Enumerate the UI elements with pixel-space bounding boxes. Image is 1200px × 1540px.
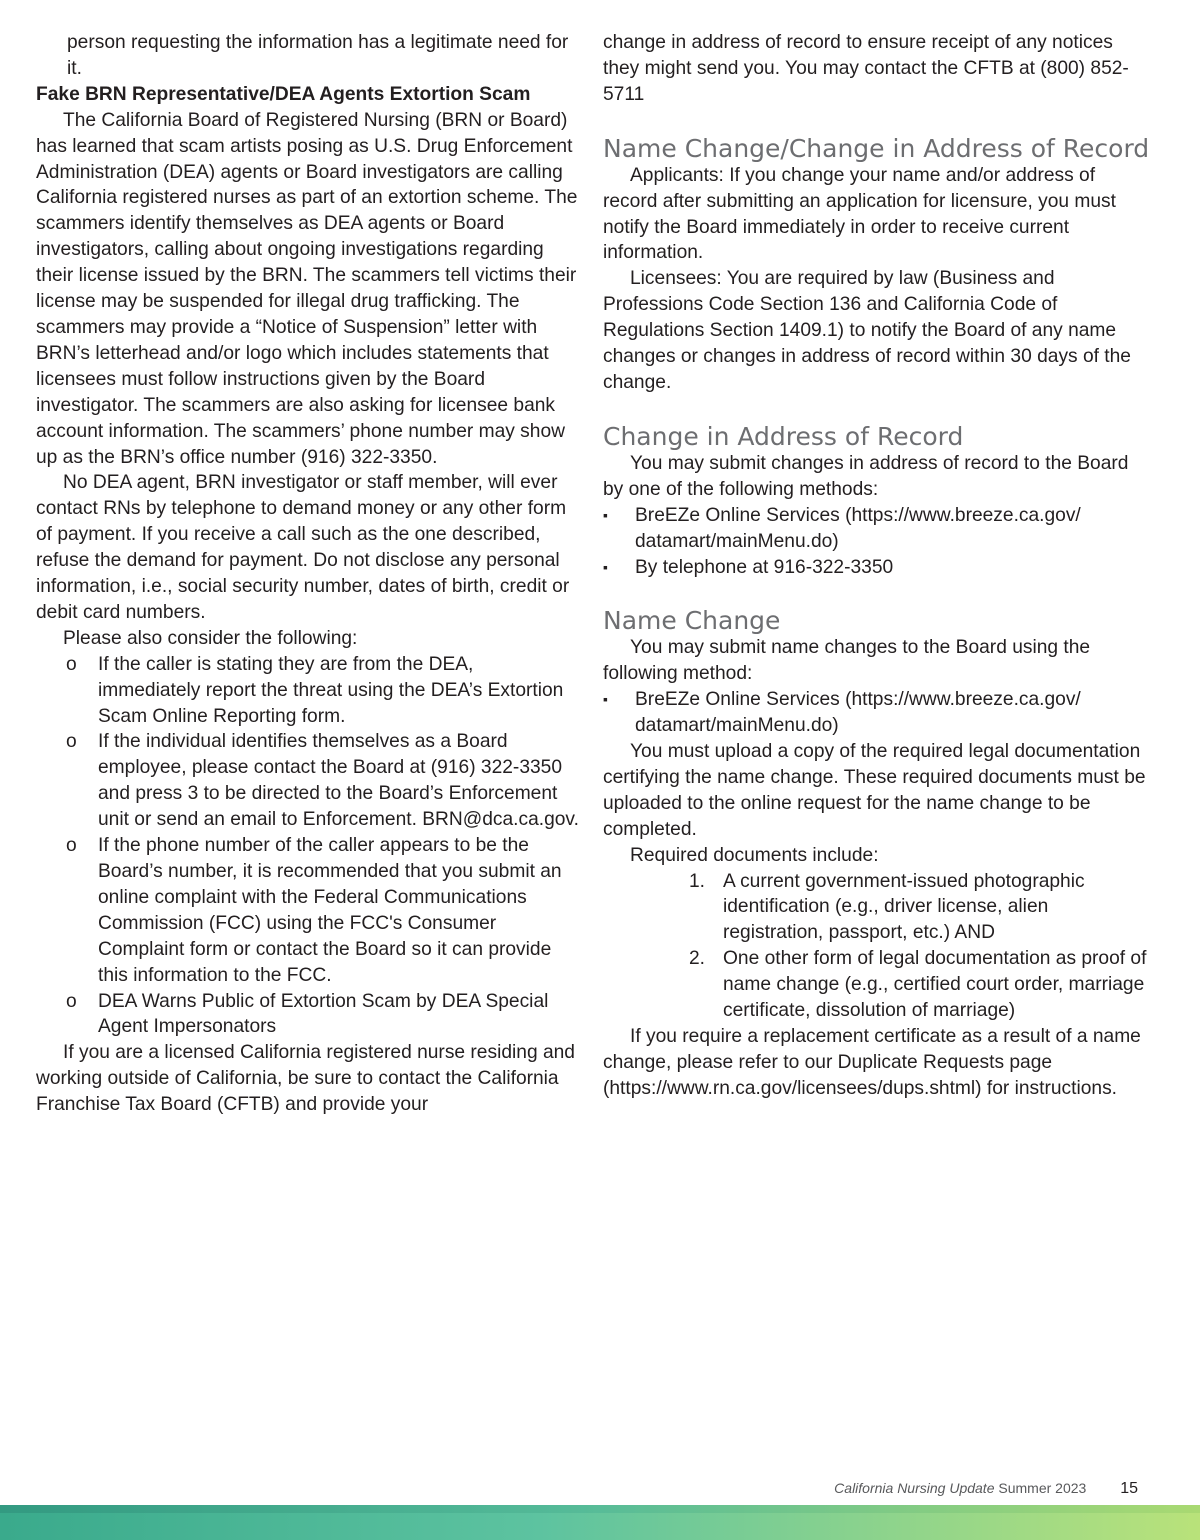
heading-name-change: Name Change	[603, 606, 781, 636]
list-item-text: By telephone at 916-322-3350	[635, 556, 894, 578]
scam-paragraph-1: The California Board of Registered Nursing (BRN or Board) has learned that scam artists posing as U.S. Drug Enforcement Administration (DEA) agents or Board investigators are calling California registered nurses as part of an extortion scheme. The scammers identify themselves as DEA agents or Board investigators, calling about ongoing investigations regarding their license issued by the BRN. The scammers tell victims their license may be suspended for illegal drug trafficking. The scammers may provide a “Notice of Suspension” letter with BRN’s letterhead and/or logo which includes statements that licensees must follow instructions given by the Board investigator. The scammers are also asking for licensee bank account information. The scammers’ phone number may show up as the BRN’s office number (916) 322-3350.	[36, 109, 578, 468]
scam-paragraph-3: Please also consider the following:	[63, 627, 358, 649]
publication-title: California Nursing Update	[834, 1480, 995, 1496]
list-item	[36, 833, 581, 988]
list-item-text: If the caller is stating they are from the DEA, immediately report the threat using the DEA’s Extortion Scam Online Reporting form.	[98, 653, 564, 727]
list-item	[36, 989, 581, 1041]
required-intro: Required documents include:	[630, 844, 879, 866]
applicants-paragraph: Applicants: If you change your name and/or address of record after submitting an application for licensure, you must notify the Board immediately in order to receive current information.	[603, 164, 1116, 264]
square-bullet-icon: ▪	[603, 558, 608, 575]
scam-heading: Fake BRN Representative/DEA Agents Extortion Scam	[36, 83, 531, 105]
right-column	[603, 30, 1151, 1102]
list-item	[603, 687, 1151, 739]
list-item	[603, 869, 1151, 947]
continued-text: person requesting the information has a legitimate need for it.	[67, 32, 569, 79]
list-item-text: BreEZe Online Services (https://www.breeze.ca.gov/ datamart/mainMenu.do)	[635, 689, 1081, 737]
list-item-text: If the phone number of the caller appears to be the Board’s number, it is recommended that you submit an online complaint with the Federal Communications Commission (FCC) using the FCC's Consumer Complaint form or contact the Board so it can provide this information to the FCC.	[98, 835, 562, 986]
licensees-paragraph: Licensees: You are required by law (Business and Professions Code Section 136 and California Code of Regulations Section 1409.1) to notify the Board of any name changes or changes in address of record within 30 days of the change.	[603, 268, 1131, 393]
address-methods-list	[603, 503, 1151, 581]
scam-advice-list	[36, 652, 581, 1041]
required-documents-list	[603, 869, 1151, 1024]
page-footer	[0, 1480, 1138, 1498]
list-number: 1.	[689, 870, 706, 892]
list-item-text: BreEZe Online Services (https://www.breeze.ca.gov/ datamart/mainMenu.do)	[635, 504, 1081, 552]
list-item	[603, 555, 1151, 581]
bullet-marker: o	[66, 653, 77, 675]
square-bullet-icon: ▪	[603, 691, 608, 708]
footer-band-highlight	[0, 1505, 1200, 1513]
list-item	[603, 946, 1151, 1024]
name-methods-list	[603, 687, 1151, 739]
list-item	[36, 652, 581, 730]
list-item-text: DEA Warns Public of Extortion Scam by DEA Special Agent Impersonators	[98, 990, 549, 1038]
list-number: 2.	[689, 948, 706, 970]
page-number: 15	[1120, 1480, 1138, 1497]
issue-label: Summer 2023	[998, 1480, 1087, 1496]
list-item-text: One other form of legal documentation as proof of name change (e.g., certified court order, marriage certificate, dissolution of marriage)	[723, 948, 1147, 1022]
scam-paragraph-2: No DEA agent, BRN investigator or staff member, will ever contact RNs by telephone to demand money or any other form of payment. If you receive a call such as the one described, refuse the demand for payment. Do not disclose any personal information, i.e., social security number, dates of birth, credit or debit card numbers.	[36, 472, 570, 623]
replacement-paragraph: If you require a replacement certificate as a result of a name change, please refer to our Duplicate Requests page (https://www.rn.ca.gov/licensees/dups.shtml) for instructions.	[603, 1026, 1141, 1099]
bullet-marker: o	[66, 731, 77, 753]
name-intro: You may submit name changes to the Board using the following method:	[603, 637, 1091, 685]
list-item	[603, 503, 1151, 555]
heading-name-address-change: Name Change/Change in Address of Record	[603, 133, 1150, 163]
list-item	[36, 729, 581, 833]
bullet-marker: o	[66, 990, 77, 1012]
square-bullet-icon: ▪	[603, 506, 608, 523]
address-intro: You may submit changes in address of record to the Board by one of the following methods:	[603, 452, 1129, 500]
continued-paragraph: change in address of record to ensure receipt of any notices they might send you. You may contact the CFTB at (800) 852-5711	[603, 32, 1129, 105]
scam-paragraph-4: If you are a licensed California registered nurse residing and working outside of California, be sure to contact the California Franchise Tax Board (CFTB) and provide your	[36, 1042, 575, 1116]
left-column	[36, 30, 581, 1118]
bullet-marker: o	[66, 835, 77, 857]
list-item-text: A current government-issued photographic identification (e.g., driver license, alien registration, passport, etc.) AND	[723, 870, 1085, 944]
list-item-text: If the individual identifies themselves as a Board employee, please contact the Board at (916) 322-3350 and press 3 to be directed to the Board’s Enforcement unit or send an email to Enforcement. BRN@dca.ca.gov.	[98, 731, 579, 831]
upload-paragraph: You must upload a copy of the required legal documentation certifying the name change. These required documents must be uploaded to the online request for the name change to be completed.	[603, 741, 1146, 840]
heading-address-change: Change in Address of Record	[603, 421, 964, 451]
